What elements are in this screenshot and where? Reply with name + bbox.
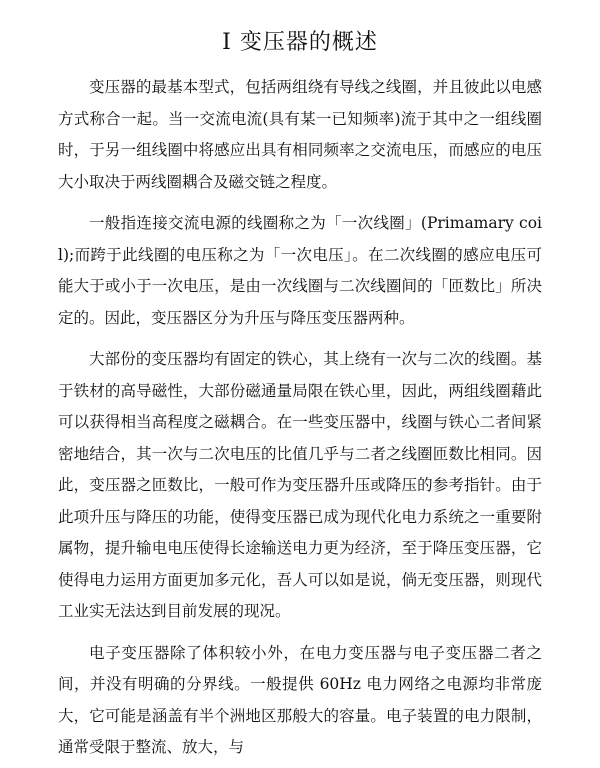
- paragraph-1: 变压器的最基本型式，包括两组绕有导线之线圈，并且彼此以电感方式称合一起。当一交流电流(具有某一已知频率)流于其中之一组线圈时，于另一组线圈中将感应出具有相同频率之交流电压，而感应的电压大小取决于两线圈耦合及磁交链之程度。: [58, 78, 542, 191]
- paragraph-2: 一般指连接交流电源的线圈称之为「一次线圈」(Primamary coil);而跨于此线圈的电压称之为「一次电压」。在二次线圈的感应电压可能大于或小于一次电压，是由一次线圈与二次线圈间的「匝数比」所决定的。因此，变压器区分为升压与降压变压器两种。: [58, 214, 542, 327]
- paragraph-3: 大部份的变压器均有固定的铁心，其上绕有一次与二次的线圈。基于铁材的高导磁性，大部份磁通量局限在铁心里，因此，两组线圈藉此可以获得相当高程度之磁耦合。在一些变压器中，线圈与铁心二者间紧密地结合，其一次与二次电压的比值几乎与二者之线圈匝数比相同。因此，变压器之匝数比，一般可作为变压器升压或降压的参考指针。由于此项升压与降压的功能，使得变压器已成为现代化电力系统之一重要附属物，提升输电电压使得长途输送电力更为经济，至于降压变压器，它使得电力运用方面更加多元化，吾人可以如是说，倘无变压器，则现代工业实无法达到目前发展的现况。: [58, 350, 542, 620]
- page-title: I 变压器的概述: [222, 30, 378, 55]
- paragraph-4: 电子变压器除了体积较小外，在电力变压器与电子变压器二者之间，并没有明确的分界线。一般提供 60Hz 电力网络之电源均非常庞大，它可能是涵盖有半个洲地区那般大的容量。电子装置的电力限制，通常受限于整流、放大，与: [58, 643, 542, 756]
